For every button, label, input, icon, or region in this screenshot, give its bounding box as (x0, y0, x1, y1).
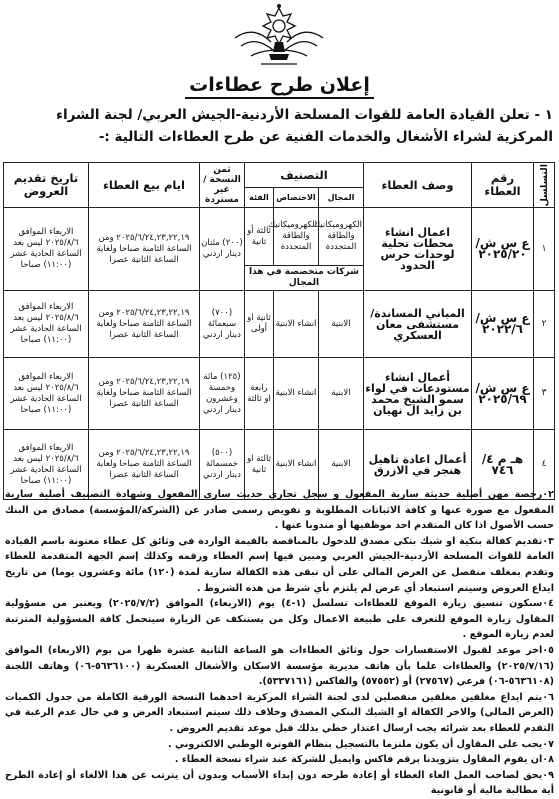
field-header: المجال (319, 188, 364, 208)
jordan-armed-forces-emblem (221, 2, 337, 70)
announcement-title: إعلان طرح عطاءات (0, 74, 559, 96)
table-row (3, 291, 554, 358)
sale-days-header: ايام بيع العطاء (88, 163, 199, 208)
row-category: ثالثة أو ثانية (244, 208, 273, 266)
row-sale-days: ٢٠٢٥/٦/٢٤,٢٣,٢٢,١٩ ومن الساعة الثامنة صباحا ولغاية الساعة الثانية عصرا (88, 291, 199, 358)
row-specialty: انشاء الابنية (274, 291, 319, 358)
row-sale-days: ٢٠٢٥/٦/٢٤,٢٣,٢٢,١٩ ومن الساعة الثامنة صباحا ولغاية الساعة الثانية عصرا (88, 430, 199, 500)
row-serial: ٣ (534, 358, 555, 430)
condition-4: ٠٤سنكون تنسيق زيارة الموقع للعطاءات تسلسل (١-٤) يوم (الاربعاء) الموافق (٢٠٢٥/٧/٢) ويعتبر من مسؤولية المقاول زيارة الموقع للتعرف على طبيعة الاعمال وكل من يستنكف عن الزيارة سيتحمل كافة المسؤولية المترتبة لعدم زيارة الموقع . (5, 598, 554, 641)
row-category: ثالثة او ثانية (244, 430, 273, 500)
row-price: (٥٠٠) خمسمائة دينار اردني (199, 430, 244, 500)
row-description: اعمال انشاء محطات تحلية لوحدات حرس الحدود (364, 208, 472, 291)
row-description: أعمال اعادة تاهيل هنجر في الازرق (364, 430, 472, 500)
row-submission: الاربعاء الموافق ٢٠٢٥/٨/٦ ليس بعد الساعة الحادية عشر (١١:٠٠) صباحا (3, 291, 88, 358)
row-price: (٢٠٠) مئتان دينار اردني (199, 208, 244, 291)
row-field: الكهروميكانيك والطاقة المتجددة (319, 208, 364, 266)
tender-conditions (5, 487, 554, 799)
row-submission: الاربعاء الموافق ٢٠٢٥/٨/٦ ليس بعد الساعة الحادية عشر (١١:٠٠) صباحا (3, 430, 88, 500)
row-field: الابنية (319, 430, 364, 500)
specialized-companies-note: شركات متخصصة في هذا المجال (244, 266, 363, 291)
row-serial: ١ (534, 208, 555, 291)
row-field: الابنية (319, 358, 364, 430)
row-sale-days: ٢٠٢٥/٦/٢٤,٢٣,٢٢,١٩ ومن الساعة الثامنة صباحا ولغاية الساعة الثانية عصرا (88, 358, 199, 430)
row-category: ثانية او أولى (244, 291, 273, 358)
description-header: وصف العطاء (364, 163, 472, 208)
category-header: الفئة (244, 188, 273, 208)
price-header: ثمن النسخة /غير مستردة (199, 163, 244, 208)
row-submission: الاربعاء الموافق ٢٠٢٥/٨/٦ ليس بعد الساعة الحادية عشر (١١:٠٠) صباحا (3, 208, 88, 291)
specialty-header: الاختصاص (274, 188, 319, 208)
table-row (3, 358, 554, 430)
row-specialty: الكهروميكانيك والطاقة المتجددة (274, 208, 319, 266)
announcement-intro: ١ - تعلن القيادة العامة للقوات المسلحة الأردنية-الجيش العربي/ لجنة الشراء المركزية لشراء الأشغال والخدمات الفنية عن طرح العطاءات التالية :- (56, 107, 553, 145)
row-serial: ٢ (534, 291, 555, 358)
tenders-table (3, 162, 555, 500)
row-field: الابنية (319, 291, 364, 358)
condition-7: ٠٧يجب على المقاول أن يكون ملتزما بالتسجيل بنظام الفوترة الوطني الالكتروني . (168, 738, 554, 750)
row-sale-days: ٢٠٢٥/٦/٢٤,٢٣,٢٢,١٩ ومن الساعة الثامنة صباحا ولغاية الساعة الثانية عصرا (88, 208, 199, 291)
row-specialty: انشاء الابنية (274, 430, 319, 500)
row-price: (٧٠٠) سبعمائة دينار اردني (199, 291, 244, 358)
row-description: أعمال انشاء مستودعات في لواء سمو الشيخ محمد بن زايد ال نهيان (364, 358, 472, 430)
row-number: ع س ش/ ٢٠٢٥/٦٩ (472, 358, 534, 430)
row-description: المباني المساندة/ مستشفى معان العسكري (364, 291, 472, 358)
row-number: هـ م ٤/ ٧٤٦ (472, 430, 534, 500)
condition-9: ٠٩يحق لصاحب العمل الغاء العطاء أو إعادة طرحه دون إبداء الأسباب وبدون أن يترتب عن هذا الالغاء أو إعادة الطرح أية مطالبة مالية أو قانونية (5, 769, 554, 797)
submission-header: تاريخ تقديم العروض (3, 163, 88, 208)
row-number: ع س ش/ ٢٠٢٥/٢٠ (472, 208, 534, 291)
serial-header: التسلسل (534, 163, 555, 208)
row-serial: ٤ (534, 430, 555, 500)
row-number: ع س ش/ ٢٠٢٢/٦ (472, 291, 534, 358)
row-category: رابعة او ثالثة (244, 358, 273, 430)
row-specialty: انشاء الابنية (274, 358, 319, 430)
classification-header: التصنيف (244, 163, 363, 188)
table-row (3, 208, 554, 266)
condition-2: ٠٢رخصة مهن أصلية حديثة سارية المفعول و سجل تجاري حديث ساري المفعول وشهادة التصنيف أصلية سارية المفعول مع صورة عنها و كافة الاثباتات المطلوبة و تفويض رسمي صادر عن (الشركة/المؤسسة) مصادق من البنك حسب الأصول اذا كان المتقدم احد موظفيها أو مندوبا عنها . (5, 489, 554, 532)
condition-6: ٠٦يتم ايداع مغلفين مغلقين منفصلين لدى لجنة الشراء المركزية احدهما النسخة الورقية الكاملة من جدول الكميات (العرض المالي) والاخر الكفالة او الشيك البنكي المصدق وخلاف ذلك سيتم استبعاد العرض و في حال عدم الرغبة في التقدم للعطاء بعد شرائه يجب ارسال اعتذار خطي بذلك قبل موعد تقديم العروض . (5, 691, 554, 734)
row-submission: الاربعاء الموافق ٢٠٢٥/٨/٦ ليس بعد الساعة الحادية عشر (١١:٠٠) صباحا (3, 358, 88, 430)
condition-8: ٠٨ان يقوم المقاول بتزويدنا برقم فاكس وايميل للشركة عند شراء نسخة العطاء . (174, 754, 554, 766)
condition-3: ٠٣تقديم كفالة بنكية او شيك بنكي مصدق للدخول بالمناقصة بالقيمة الواردة في وثائق كل عطاء معنونة باسم القيادة العامة للقوات المسلحة الأردنية-الجيش العربي ومبين فيها إسم العطاء ورقمه وكذلك إسم الجهة المتقدمة للعطاء وتقدم بمغلف منفصل عن العرض المالي على أن تبقى هذه الكفالة سارية لمدة (١٢٠) مائة وعشرون يوما) من تاريخ ايداع العروض وسيتم استبعاد أي عرض لم يلتزم بأي شرط من هذه الشروط . (5, 535, 554, 594)
number-header: رقم العطاء (472, 163, 534, 208)
condition-5: ٠٥اخر موعد لقبول الاستفسارات حول وثائق العطاءات هو الساعة الثانية عشرة ظهرا من يوم (الاربعاء) الموافق (٢٠٢٥/٧/١٦) والعطاءات علما بأن هاتف مديرية مؤسسة الاسكان والأشغال العسكرية (٥٦٣٦١٠٠-٠٦) وهاتف اللجنة (٥٦٣٦١٠٨-٠٦) فرعي (٢٧٥٦٧) أو (٥٧٥٥٢) والفاكس (٥٣٣٧١٦١). (5, 644, 554, 688)
row-price: (١٢٥) مائة وخمسة وعشرون دينار اردني (199, 358, 244, 430)
